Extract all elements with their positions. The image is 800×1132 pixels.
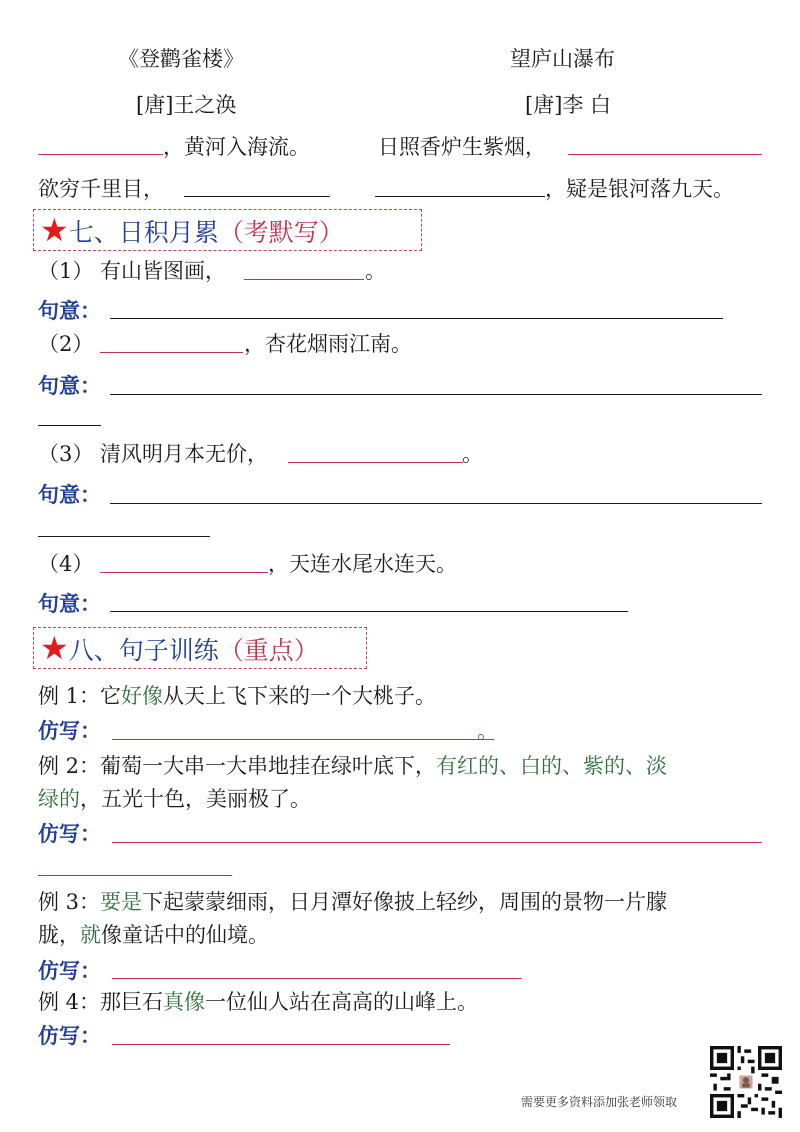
item-text: 清风明月本无价， [100, 442, 268, 466]
answer-line[interactable] [110, 611, 628, 612]
blank-line[interactable] [38, 154, 163, 155]
star-icon: ★ [40, 629, 69, 667]
meaning-label: 句意： [38, 591, 101, 616]
imitate-label: 仿写： [38, 1023, 101, 1048]
blank-line[interactable] [244, 279, 364, 280]
section-title: 八、句子训练 [68, 636, 219, 665]
item-number: （3） [38, 442, 94, 466]
item-number: （4） [38, 552, 94, 576]
section-title: 七、日积月累 [68, 218, 219, 247]
highlight-word: 真像 [163, 990, 206, 1014]
highlight-word: 有红的、白的、紫的、淡 [436, 754, 668, 778]
item-number: （1） [38, 259, 94, 283]
blank-line[interactable] [100, 352, 243, 353]
poem-author-left: [唐]王之涣 [136, 93, 237, 117]
imitate-line[interactable] [112, 842, 762, 843]
section-heading-8 [33, 627, 367, 669]
blank-line[interactable] [288, 462, 463, 463]
answer-line[interactable] [110, 394, 762, 395]
imitate-line[interactable] [38, 875, 232, 876]
meaning-label: 句意： [38, 373, 101, 398]
item-end: 。 [365, 259, 386, 283]
blank-line[interactable] [375, 196, 545, 197]
highlight-word: 绿的 [38, 787, 80, 811]
example-sentence-cont: 胧，就像童话中的仙境。 [38, 923, 269, 947]
imitate-line[interactable] [112, 739, 494, 740]
section-note: （重点） [218, 636, 319, 665]
example-sentence-cont: 绿的，五光十色，美丽极了。 [38, 787, 311, 811]
imitate-label: 仿写： [38, 718, 101, 743]
item-text: ，天连水尾水连天。 [268, 552, 457, 576]
qr-code-icon[interactable] [710, 1046, 782, 1118]
poem-author-right: [唐]李 白 [525, 93, 612, 117]
line-end: 。 [477, 719, 498, 743]
highlight-word: 就 [80, 923, 101, 947]
highlight-word: 要是 [100, 890, 143, 914]
answer-line[interactable] [38, 536, 210, 537]
poem-line: 日照香炉生紫烟， [378, 135, 546, 159]
example-sentence: 例 1：它好像从天上飞下来的一个大桃子。 [38, 684, 437, 708]
example-sentence: 例 2：葡萄一大串一大串地挂在绿叶底下，有红的、白的、紫的、淡 [38, 754, 668, 778]
blank-line[interactable] [100, 572, 268, 573]
meaning-label: 句意： [38, 482, 101, 507]
highlight-word: 好像 [121, 684, 164, 708]
answer-line[interactable] [110, 318, 723, 319]
poem-title-right: 望庐山瀑布 [510, 47, 615, 71]
example-sentence: 例 4：那巨石真像一位仙人站在高高的山峰上。 [38, 990, 479, 1014]
imitate-line[interactable] [112, 1044, 450, 1045]
meaning-label: 句意： [38, 298, 101, 323]
footer-note: 需要更多资料添加张老师领取 [521, 1095, 678, 1109]
item-text: ，杏花烟雨江南。 [244, 332, 412, 356]
answer-line[interactable] [110, 503, 762, 504]
star-icon: ★ [40, 211, 69, 249]
section-note: （考默写） [218, 218, 344, 247]
section-heading-7 [33, 209, 422, 251]
answer-line[interactable] [38, 425, 101, 426]
poem-title-left: 《登鹳雀楼》 [118, 47, 244, 71]
imitate-label: 仿写： [38, 821, 101, 846]
poem-line: 欲穷千里目， [38, 177, 164, 201]
item-text: 有山皆图画， [100, 259, 226, 283]
blank-line[interactable] [184, 196, 330, 197]
poem-line: ，疑是银河落九天。 [545, 177, 734, 201]
item-number: （2） [38, 332, 94, 356]
poem-line: ，黄河入海流。 [163, 135, 310, 159]
blank-line[interactable] [568, 154, 762, 155]
imitate-line[interactable] [112, 978, 522, 979]
item-end: 。 [462, 442, 483, 466]
imitate-label: 仿写： [38, 958, 101, 983]
example-sentence: 例 3：要是下起蒙蒙细雨，日月潭好像披上轻纱，周围的景物一片朦 [38, 890, 668, 914]
